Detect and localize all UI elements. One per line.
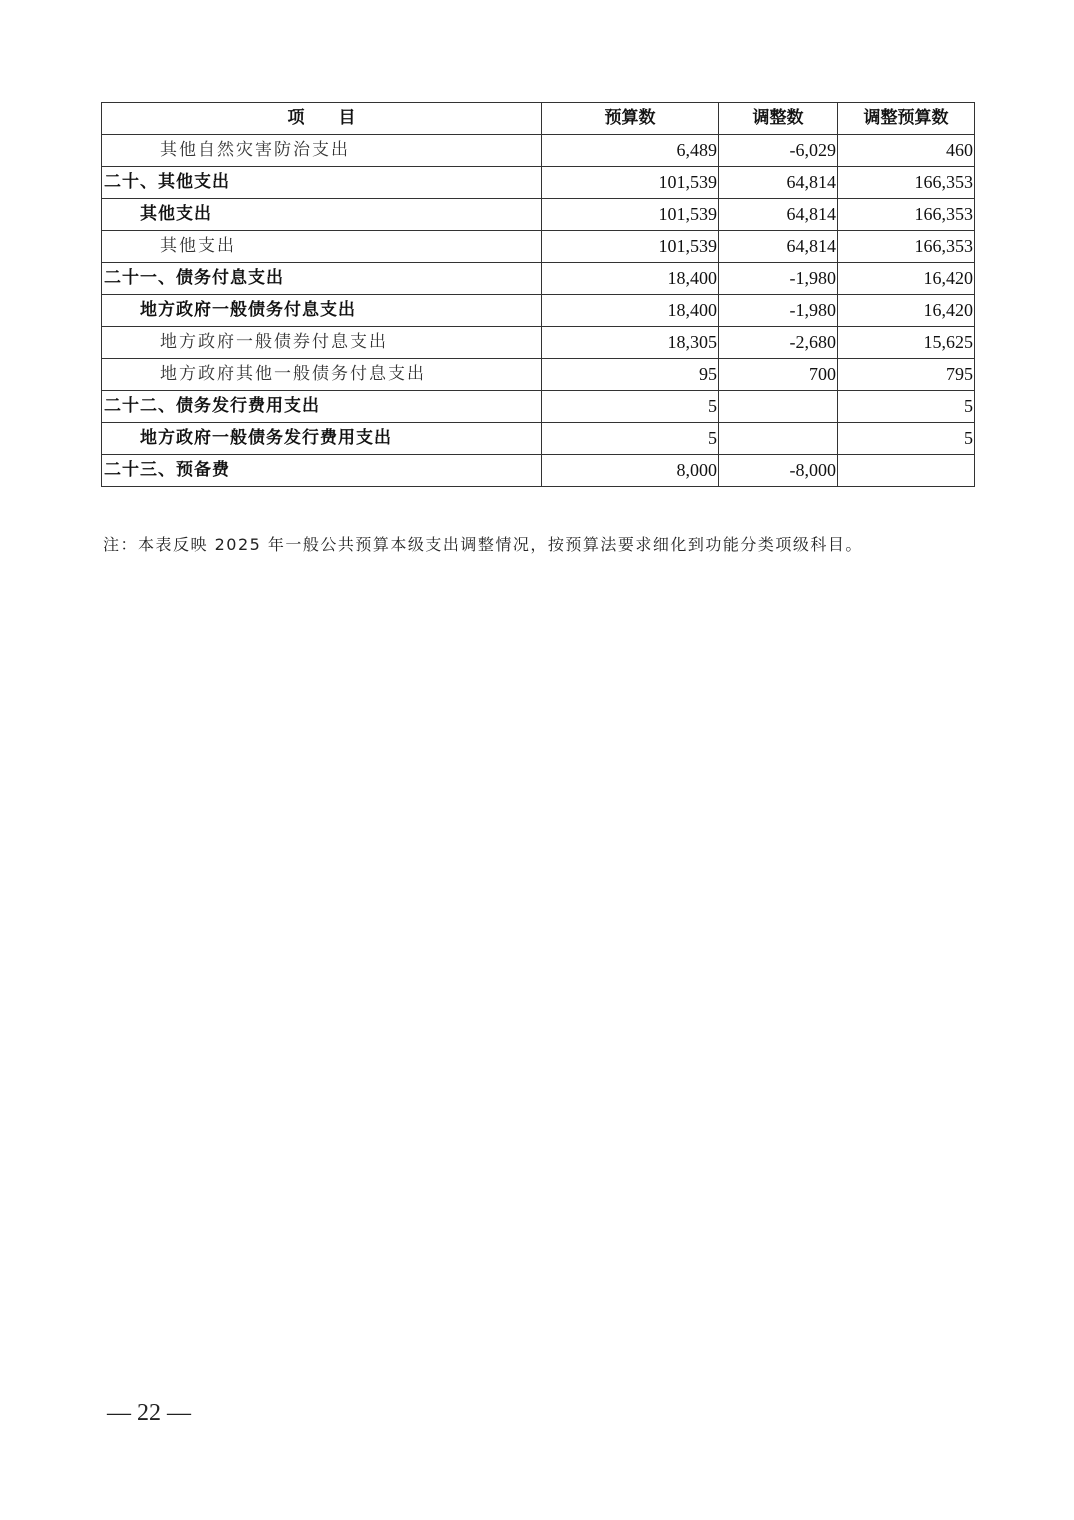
row-adjustment-cell [719,423,838,455]
table-row [102,391,975,423]
row-adjustment-cell: -1,980 [719,263,838,295]
row-item-cell: 地方政府一般债务付息支出 [102,295,542,327]
page-number: — 22 — [107,1400,191,1426]
header-adjustment: 调整数 [719,103,838,135]
row-adjusted-budget-cell [838,455,975,487]
row-budget-cell: 5 [542,423,719,455]
header-adjusted-budget: 调整预算数 [838,103,975,135]
row-adjustment-cell: -8,000 [719,455,838,487]
row-item-cell: 地方政府一般债券付息支出 [102,327,542,359]
table-body [102,135,975,487]
row-item-cell: 其他自然灾害防治支出 [102,135,542,167]
row-budget-cell: 101,539 [542,167,719,199]
row-item-cell: 二十、其他支出 [102,167,542,199]
row-adjustment-cell: -1,980 [719,295,838,327]
row-budget-cell: 18,305 [542,327,719,359]
row-item-cell: 二十一、债务付息支出 [102,263,542,295]
table-row [102,167,975,199]
row-item-cell: 地方政府其他一般债务付息支出 [102,359,542,391]
table-header-row [102,103,975,135]
row-item-cell: 其他支出 [102,231,542,263]
row-budget-cell: 18,400 [542,263,719,295]
row-adjustment-cell: 64,814 [719,199,838,231]
table-row [102,359,975,391]
table-row [102,263,975,295]
row-adjusted-budget-cell: 5 [838,423,975,455]
header-item: 项 目 [102,103,542,135]
row-adjusted-budget-cell: 166,353 [838,199,975,231]
table-row [102,135,975,167]
row-budget-cell: 95 [542,359,719,391]
table-row [102,423,975,455]
row-budget-cell: 18,400 [542,295,719,327]
table-note: 注：本表反映 2025 年一般公共预算本级支出调整情况，按预算法要求细化到功能分类项级科目。 [103,535,863,554]
row-item-cell: 二十三、预备费 [102,455,542,487]
row-adjustment-cell: 64,814 [719,231,838,263]
row-adjustment-cell [719,391,838,423]
row-budget-cell: 6,489 [542,135,719,167]
row-adjusted-budget-cell: 16,420 [838,295,975,327]
row-item-cell: 地方政府一般债务发行费用支出 [102,423,542,455]
row-adjusted-budget-cell: 460 [838,135,975,167]
row-budget-cell: 101,539 [542,231,719,263]
row-adjusted-budget-cell: 16,420 [838,263,975,295]
row-adjusted-budget-cell: 166,353 [838,167,975,199]
row-adjustment-cell: 700 [719,359,838,391]
row-adjustment-cell: 64,814 [719,167,838,199]
row-adjustment-cell: -2,680 [719,327,838,359]
table-row [102,295,975,327]
table-row [102,199,975,231]
table-row [102,327,975,359]
row-adjusted-budget-cell: 795 [838,359,975,391]
table-row [102,455,975,487]
budget-adjustment-table [101,102,975,487]
row-item-cell: 二十二、债务发行费用支出 [102,391,542,423]
row-item-cell: 其他支出 [102,199,542,231]
table-row [102,231,975,263]
row-adjusted-budget-cell: 5 [838,391,975,423]
row-budget-cell: 101,539 [542,199,719,231]
row-adjustment-cell: -6,029 [719,135,838,167]
row-adjusted-budget-cell: 15,625 [838,327,975,359]
row-adjusted-budget-cell: 166,353 [838,231,975,263]
row-budget-cell: 5 [542,391,719,423]
row-budget-cell: 8,000 [542,455,719,487]
header-budget: 预算数 [542,103,719,135]
